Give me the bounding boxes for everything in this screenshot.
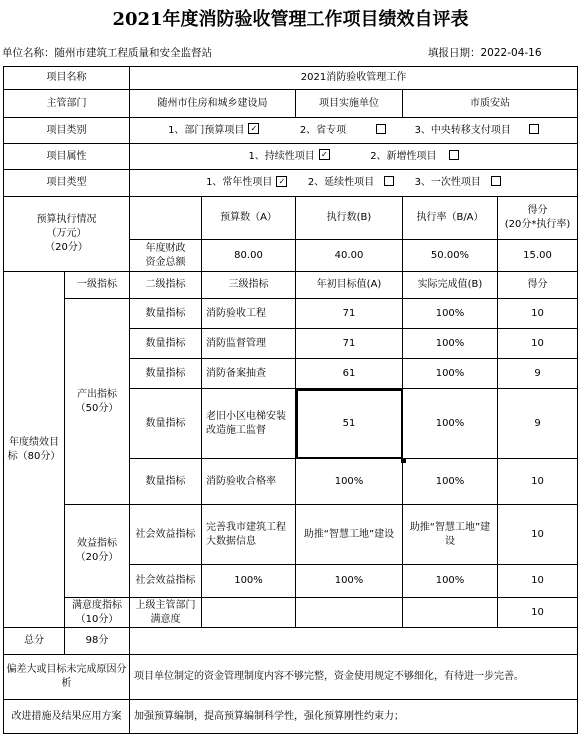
- output-lvl3[interactable]: 消防验收合格率: [202, 459, 296, 505]
- output-score[interactable]: 10: [498, 459, 578, 505]
- output-actual[interactable]: 100%: [403, 299, 498, 329]
- type-opt1: 1、常年性项目: [206, 177, 273, 188]
- output-lvl2[interactable]: 数量指标: [130, 389, 202, 459]
- rate-header: 执行率（B/A）: [403, 197, 498, 240]
- improve-label: 改进措施及结果应用方案: [4, 700, 130, 734]
- output-score[interactable]: 10: [498, 329, 578, 359]
- checkbox-empty-icon[interactable]: [376, 124, 386, 134]
- output-actual[interactable]: 100%: [403, 359, 498, 389]
- deviation-label: 偏差大或目标未完成原因分析: [4, 655, 130, 700]
- budget-corner: [130, 197, 202, 240]
- benefit-target[interactable]: 助推“智慧工地”建设: [296, 505, 403, 565]
- selection-fill-handle-icon[interactable]: [401, 458, 406, 463]
- benefit-lvl2[interactable]: 社会效益指标: [130, 565, 202, 598]
- attr-opt1: 1、持续性项目: [248, 150, 315, 162]
- output-lvl2[interactable]: 数量指标: [130, 329, 202, 359]
- actual-header: 实际完成值(B): [403, 272, 498, 299]
- checkbox-checked-icon[interactable]: ✓: [319, 149, 330, 160]
- dept-value[interactable]: 随州市住房和城乡建设局: [130, 90, 296, 118]
- total-label: 总分: [4, 628, 65, 655]
- benefit-target[interactable]: 100%: [296, 565, 403, 598]
- budget-value[interactable]: 80.00: [202, 240, 296, 272]
- attr-options: [130, 144, 578, 170]
- output-lvl2[interactable]: 数量指标: [130, 299, 202, 329]
- score-header: 得分 (20分*执行率): [498, 197, 578, 240]
- checkbox-checked-icon[interactable]: ✓: [276, 176, 287, 187]
- total-value[interactable]: 98分: [65, 628, 130, 655]
- output-target[interactable]: 71: [296, 329, 403, 359]
- output-target[interactable]: 100%: [296, 459, 403, 505]
- type-options: [130, 170, 578, 197]
- perf-score-header: 得分: [498, 272, 578, 299]
- benefit-score[interactable]: 10: [498, 505, 578, 565]
- exec-header: 执行数(B): [296, 197, 403, 240]
- impl-value[interactable]: 市质安站: [403, 90, 578, 118]
- budget-label: 预算执行情况 （万元） （20分）: [4, 197, 130, 272]
- checkbox-checked-icon[interactable]: ✓: [248, 123, 259, 134]
- checkbox-empty-icon[interactable]: [384, 176, 394, 186]
- output-lvl3[interactable]: 消防备案抽查: [202, 359, 296, 389]
- attr-label: 项目属性: [4, 144, 130, 170]
- category-label: 项目类别: [4, 118, 130, 144]
- score-value[interactable]: 15.00: [498, 240, 578, 272]
- project-name-value[interactable]: 2021消防验收管理工作: [130, 67, 578, 90]
- output-actual[interactable]: 100%: [403, 329, 498, 359]
- project-name-label: 项目名称: [4, 67, 130, 90]
- total-blank: [130, 628, 578, 655]
- benefit-lvl3[interactable]: 100%: [202, 565, 296, 598]
- exec-value[interactable]: 40.00: [296, 240, 403, 272]
- output-target[interactable]: 71: [296, 299, 403, 329]
- output-score[interactable]: 9: [498, 359, 578, 389]
- report-date: 填报日期：2022-04-16: [428, 47, 542, 59]
- lvl3-header: 三级指标: [202, 272, 296, 299]
- type-opt2: 2、延续性项目: [307, 177, 375, 188]
- benefit-actual[interactable]: 100%: [403, 565, 498, 598]
- benefit-lvl3[interactable]: 完善我市建筑工程大数据信息: [202, 505, 296, 565]
- benefit-label: 效益指标 （20分）: [65, 505, 130, 598]
- improve-text[interactable]: 加强预算编制，提高预算编制科学性，强化预算刚性约束力；: [130, 700, 578, 734]
- benefit-score[interactable]: 10: [498, 565, 578, 598]
- type-opt3: 3、一次性项目: [414, 177, 481, 188]
- benefit-actual[interactable]: 助推“智慧工地”建设: [403, 505, 498, 565]
- category-opt2: 2、省专项: [299, 124, 347, 136]
- output-score[interactable]: 9: [498, 389, 578, 459]
- satisfaction-lvl2[interactable]: 上级主管部门满意度: [130, 598, 202, 628]
- output-lvl3[interactable]: 消防监督管理: [202, 329, 296, 359]
- checkbox-empty-icon[interactable]: [449, 150, 459, 160]
- checkbox-empty-icon[interactable]: [529, 124, 539, 134]
- rate-value[interactable]: 50.00%: [403, 240, 498, 272]
- perf-label: 年度绩效目 标（80分）: [4, 272, 65, 628]
- satisfaction-empty[interactable]: [202, 598, 296, 628]
- lvl1-header: 一级指标: [65, 272, 130, 299]
- output-score[interactable]: 10: [498, 299, 578, 329]
- page-title: 2021年度消防验收管理工作项目绩效自评表: [112, 9, 469, 30]
- evaluation-table: [3, 66, 578, 734]
- satisfaction-actual[interactable]: [403, 598, 498, 628]
- benefit-lvl2[interactable]: 社会效益指标: [130, 505, 202, 565]
- budget-header: 预算数（A）: [202, 197, 296, 240]
- fund-total-label: 年度财政 资金总额: [130, 240, 202, 272]
- output-actual[interactable]: 100%: [403, 389, 498, 459]
- output-label: 产出指标 （50分）: [65, 299, 130, 505]
- dept-label: 主管部门: [4, 90, 130, 118]
- output-target[interactable]: 61: [296, 359, 403, 389]
- unit-name: 单位名称：随州市建筑工程质量和安全监督站: [2, 47, 212, 59]
- output-lvl3[interactable]: 老旧小区电梯安装改造施工监督: [202, 389, 296, 459]
- output-lvl3[interactable]: 消防验收工程: [202, 299, 296, 329]
- type-label: 项目类型: [4, 170, 130, 197]
- output-target-selected-cell[interactable]: 51: [296, 389, 403, 459]
- output-actual[interactable]: 100%: [403, 459, 498, 505]
- checkbox-empty-icon[interactable]: [491, 176, 501, 186]
- output-lvl2[interactable]: 数量指标: [130, 359, 202, 389]
- deviation-text[interactable]: 项目单位制定的资金管理制度内容不够完整，资金使用规定不够细化，有待进一步完善。: [130, 655, 578, 700]
- satisfaction-label: 满意度指标 （10分）: [65, 598, 130, 628]
- attr-opt2: 2、新增性项目: [370, 150, 437, 162]
- category-options: [130, 118, 578, 144]
- impl-label: 项目实施单位: [296, 90, 403, 118]
- satisfaction-score[interactable]: 10: [498, 598, 578, 628]
- output-lvl2[interactable]: 数量指标: [130, 459, 202, 505]
- lvl2-header: 二级指标: [130, 272, 202, 299]
- satisfaction-target[interactable]: [296, 598, 403, 628]
- category-opt1: 1、部门预算项目: [168, 124, 245, 136]
- target-header: 年初目标值(A): [296, 272, 403, 299]
- category-opt3: 3、中央转移支付项目: [414, 124, 511, 136]
